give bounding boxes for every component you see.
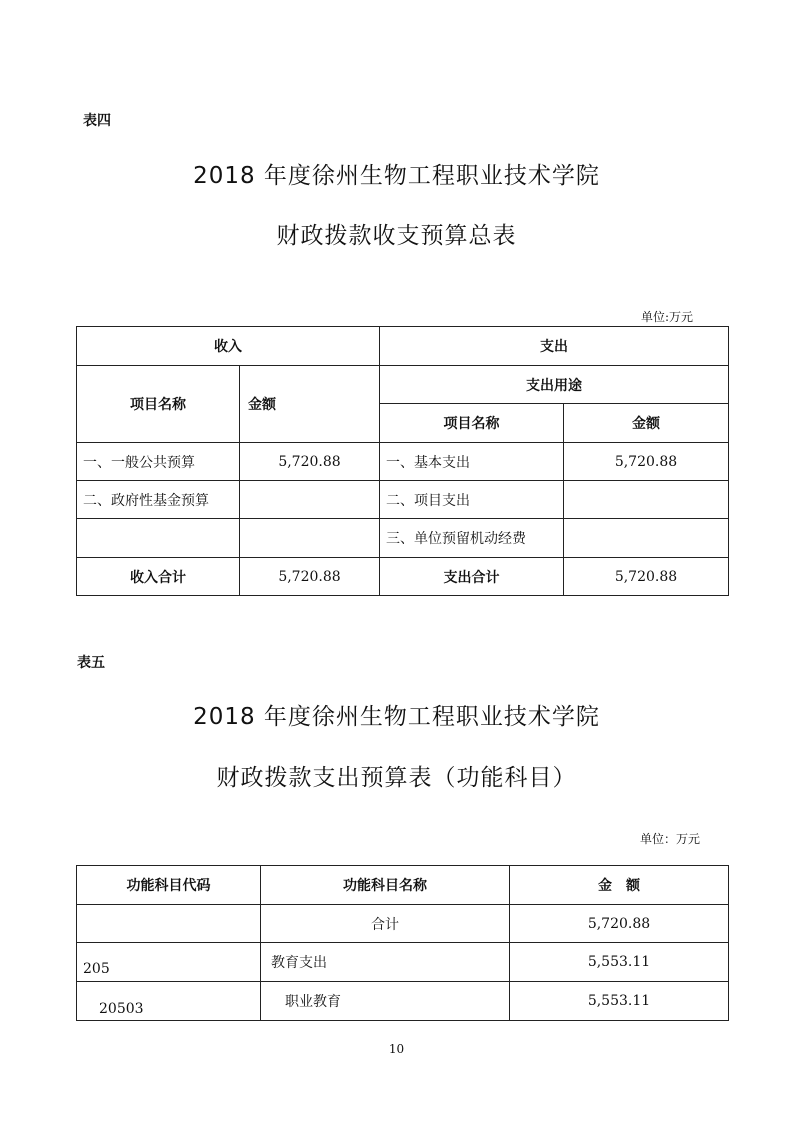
expense-amount-cell <box>564 519 729 558</box>
budget-summary-table <box>76 326 729 596</box>
income-item-name-header: 项目名称 <box>77 366 240 443</box>
amount-cell: 5,553.11 <box>510 982 729 1021</box>
expense-total-label: 支出合计 <box>380 558 564 596</box>
code-cell <box>77 905 261 943</box>
expense-total-amount: 5,720.88 <box>564 558 729 596</box>
code-cell: 20503 <box>77 982 261 1021</box>
name-cell: 职业教育 <box>261 982 510 1021</box>
expense-item-cell: 一、基本支出 <box>380 443 564 481</box>
expense-item-cell: 三、单位预留机动经费 <box>380 519 564 558</box>
expense-amount-header: 金额 <box>564 404 729 443</box>
amount-header: 金 额 <box>510 866 729 905</box>
expense-item-cell: 二、项目支出 <box>380 481 564 519</box>
income-amount-cell <box>240 481 380 519</box>
code-cell: 205 <box>77 943 261 982</box>
table5-label: 表五 <box>77 655 105 671</box>
table-row <box>77 905 729 943</box>
amount-cell: 5,553.11 <box>510 943 729 982</box>
table-row <box>77 982 729 1021</box>
amount-cell: 5,720.88 <box>510 905 729 943</box>
expense-amount-cell: 5,720.88 <box>564 443 729 481</box>
income-amount-cell <box>240 519 380 558</box>
name-header: 功能科目名称 <box>261 866 510 905</box>
total-row <box>77 558 729 596</box>
expense-item-name-header: 项目名称 <box>380 404 564 443</box>
table-row <box>77 481 729 519</box>
income-item-cell: 一、一般公共预算 <box>77 443 240 481</box>
table4-title-line2: 财政拨款收支预算总表 <box>276 223 517 249</box>
table4-label: 表四 <box>83 113 111 129</box>
table5-unit: 单位：万元 <box>640 832 701 846</box>
table-row <box>77 519 729 558</box>
table5-title-line2: 财政拨款支出预算表（功能科目） <box>216 765 577 791</box>
income-item-cell <box>77 519 240 558</box>
code-header: 功能科目代码 <box>77 866 261 905</box>
table5-title-line1: 2018 年度徐州生物工程职业技术学院 <box>193 704 600 730</box>
name-cell: 教育支出 <box>261 943 510 982</box>
functional-expense-table <box>76 865 729 1021</box>
income-amount-cell: 5,720.88 <box>240 443 380 481</box>
expense-amount-cell <box>564 481 729 519</box>
name-cell: 合计 <box>261 905 510 943</box>
table-row <box>77 443 729 481</box>
income-item-cell: 二、政府性基金预算 <box>77 481 240 519</box>
table4-title-line1: 2018 年度徐州生物工程职业技术学院 <box>193 163 600 189</box>
income-total-label: 收入合计 <box>77 558 240 596</box>
table-row <box>77 943 729 982</box>
table4-unit: 单位:万元 <box>641 310 694 324</box>
expense-purpose-header: 支出用途 <box>380 366 729 404</box>
income-amount-header: 金额 <box>240 366 380 443</box>
page-number: 10 <box>388 1042 405 1056</box>
expense-header: 支出 <box>380 327 729 366</box>
income-total-amount: 5,720.88 <box>240 558 380 596</box>
income-header: 收入 <box>77 327 380 366</box>
